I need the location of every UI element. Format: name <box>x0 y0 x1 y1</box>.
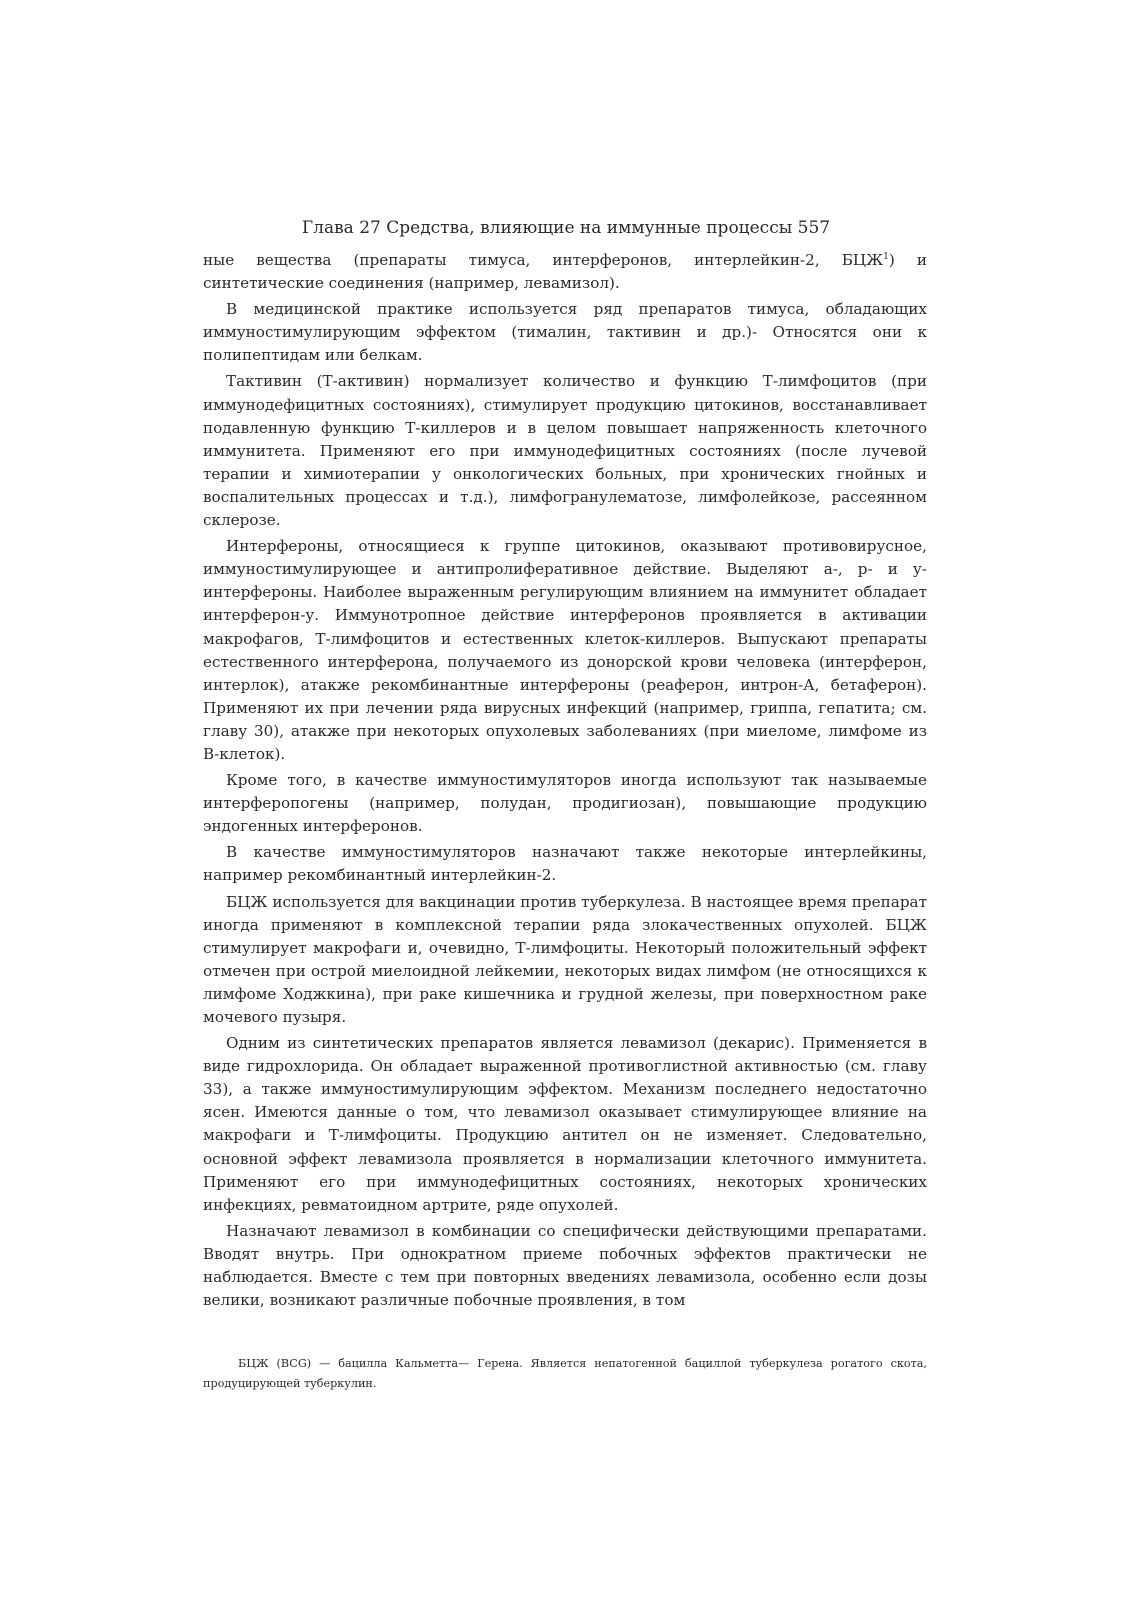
paragraph-continuation <box>203 249 927 295</box>
footnote: БЦЖ (BCG) — бацилла Кальметта— Герена. Является непатогенной бациллой туберкулеза рогатого скота, продуцирующей туберкулин. <box>203 1357 927 1390</box>
paragraph-interferonogens: Кроме того, в качестве иммуностимуляторов иногда используют так называемые интерферопогены (например, полудан, продигиозан), повышающие продукцию эндогенных интерферонов. <box>203 771 927 836</box>
paragraph-interleukins: В качестве иммуностимуляторов назначают также некоторые интерлейкины, например рекомбинантный интерлейкин-2. <box>203 843 927 885</box>
footnote-marker[interactable]: 1 <box>883 251 889 262</box>
paragraph-levamisole: Одним из синтетических препаратов является левамизол (декарис). Применяется в виде гидрохлорида. Он обладает выраженной противоглистной активностью (см. главу 33), а также иммуностимулирующим эффектом. Механизм последнего недостаточно ясен. Имеются данные о том, что левамизол оказывает стимулирующее влияние на макрофаги и Т-лимфоциты. Продукцию антител он не изменяет. Следовательно, основной эффект левамизола проявляется в нормализации клеточного иммунитета. Применяют его при иммунодефицитных состояниях, некоторых хронических инфекциях, ревматоидном артрите, ряде опухолей. <box>203 1034 927 1214</box>
paragraph-taktivin: Тактивин (Т-активин) нормализует количество и функцию Т-лимфоцитов (при иммунодефицитных состояниях), стимулирует продукцию цитокинов, восстанавливает подавленную функцию Т-киллеров и в целом повышает напряженность клеточного иммунитета. Применяют его при иммунодефицитных состояниях (после лучевой терапии и химиотерапии у онкологических больных, при хронических гнойных и воспалительных процессах и т.д.), лимфогранулематозе, лимфолейкозе, рассеянном склерозе. <box>203 372 927 530</box>
paragraph-levamisole-dosing: Назначают левамизол в комбинации со специфически действующими препаратами. Вводят внутрь. При однократном приеме побочных эффектов практически не наблюдается. Вместе с тем при повторных введениях левамизола, особенно если дозы велики, возникают различные побочные проявления, в том <box>203 1221 927 1310</box>
paragraph-text: ные вещества (препараты тимуса, интерферонов, интерлейкин-2, БЦЖ <box>203 251 884 269</box>
body-text <box>203 249 927 1315</box>
paragraph-bcg: БЦЖ используется для вакцинации против туберкулеза. В настоящее время препарат иногда применяют в комплексной терапии ряда злокачественных опухолей. БЦЖ стимулирует макрофаги и, очевидно, Т-лимфоциты. Некоторый положительный эффект отмечен при острой миелоидной лейкемии, некоторых видах лимфом (не относящихся к лимфоме Ходжкина), при раке кишечника и грудной железы, при поверхностном раке мочевого пузыря. <box>203 892 927 1026</box>
paragraph-interferons: Интерфероны, относящиеся к группе цитокинов, оказывают противовирусное, иммуностимулирующее и антипролиферативное действие. Выделяют а-, р- и у-интерфероны. Наиболее выраженным регулирующим влиянием на иммунитет обладает интерферон-у. Иммунотропное действие интерферонов проявляется в активации макрофагов, Т-лимфоцитов и естественных клеток-киллеров. Выпускают препараты естественного интерферона, получаемого из донорской крови человека (интерферон, интерлок), атакже рекомбинантные интерфероны (реаферон, интрон-А, бетаферон). Применяют их при лечении ряда вирусных инфекций (например, гриппа, гепатита; см. главу 30), атакже при некоторых опухолевых заболеваниях (при миеломе, лимфоме из В-клеток). <box>203 537 927 763</box>
paragraph-thymus: В медицинской практике используется ряд препаратов тимуса, обладающих иммуностимулирующим эффектом (тималин, тактивин и др.)- Относятся они к полипептидам или белкам. <box>203 300 927 365</box>
paragraph-text: ) и синтетические соединения (например, левамизол). <box>203 251 927 293</box>
running-head: Глава 27 Средства, влияющие на иммунные процессы 557 <box>301 218 831 238</box>
